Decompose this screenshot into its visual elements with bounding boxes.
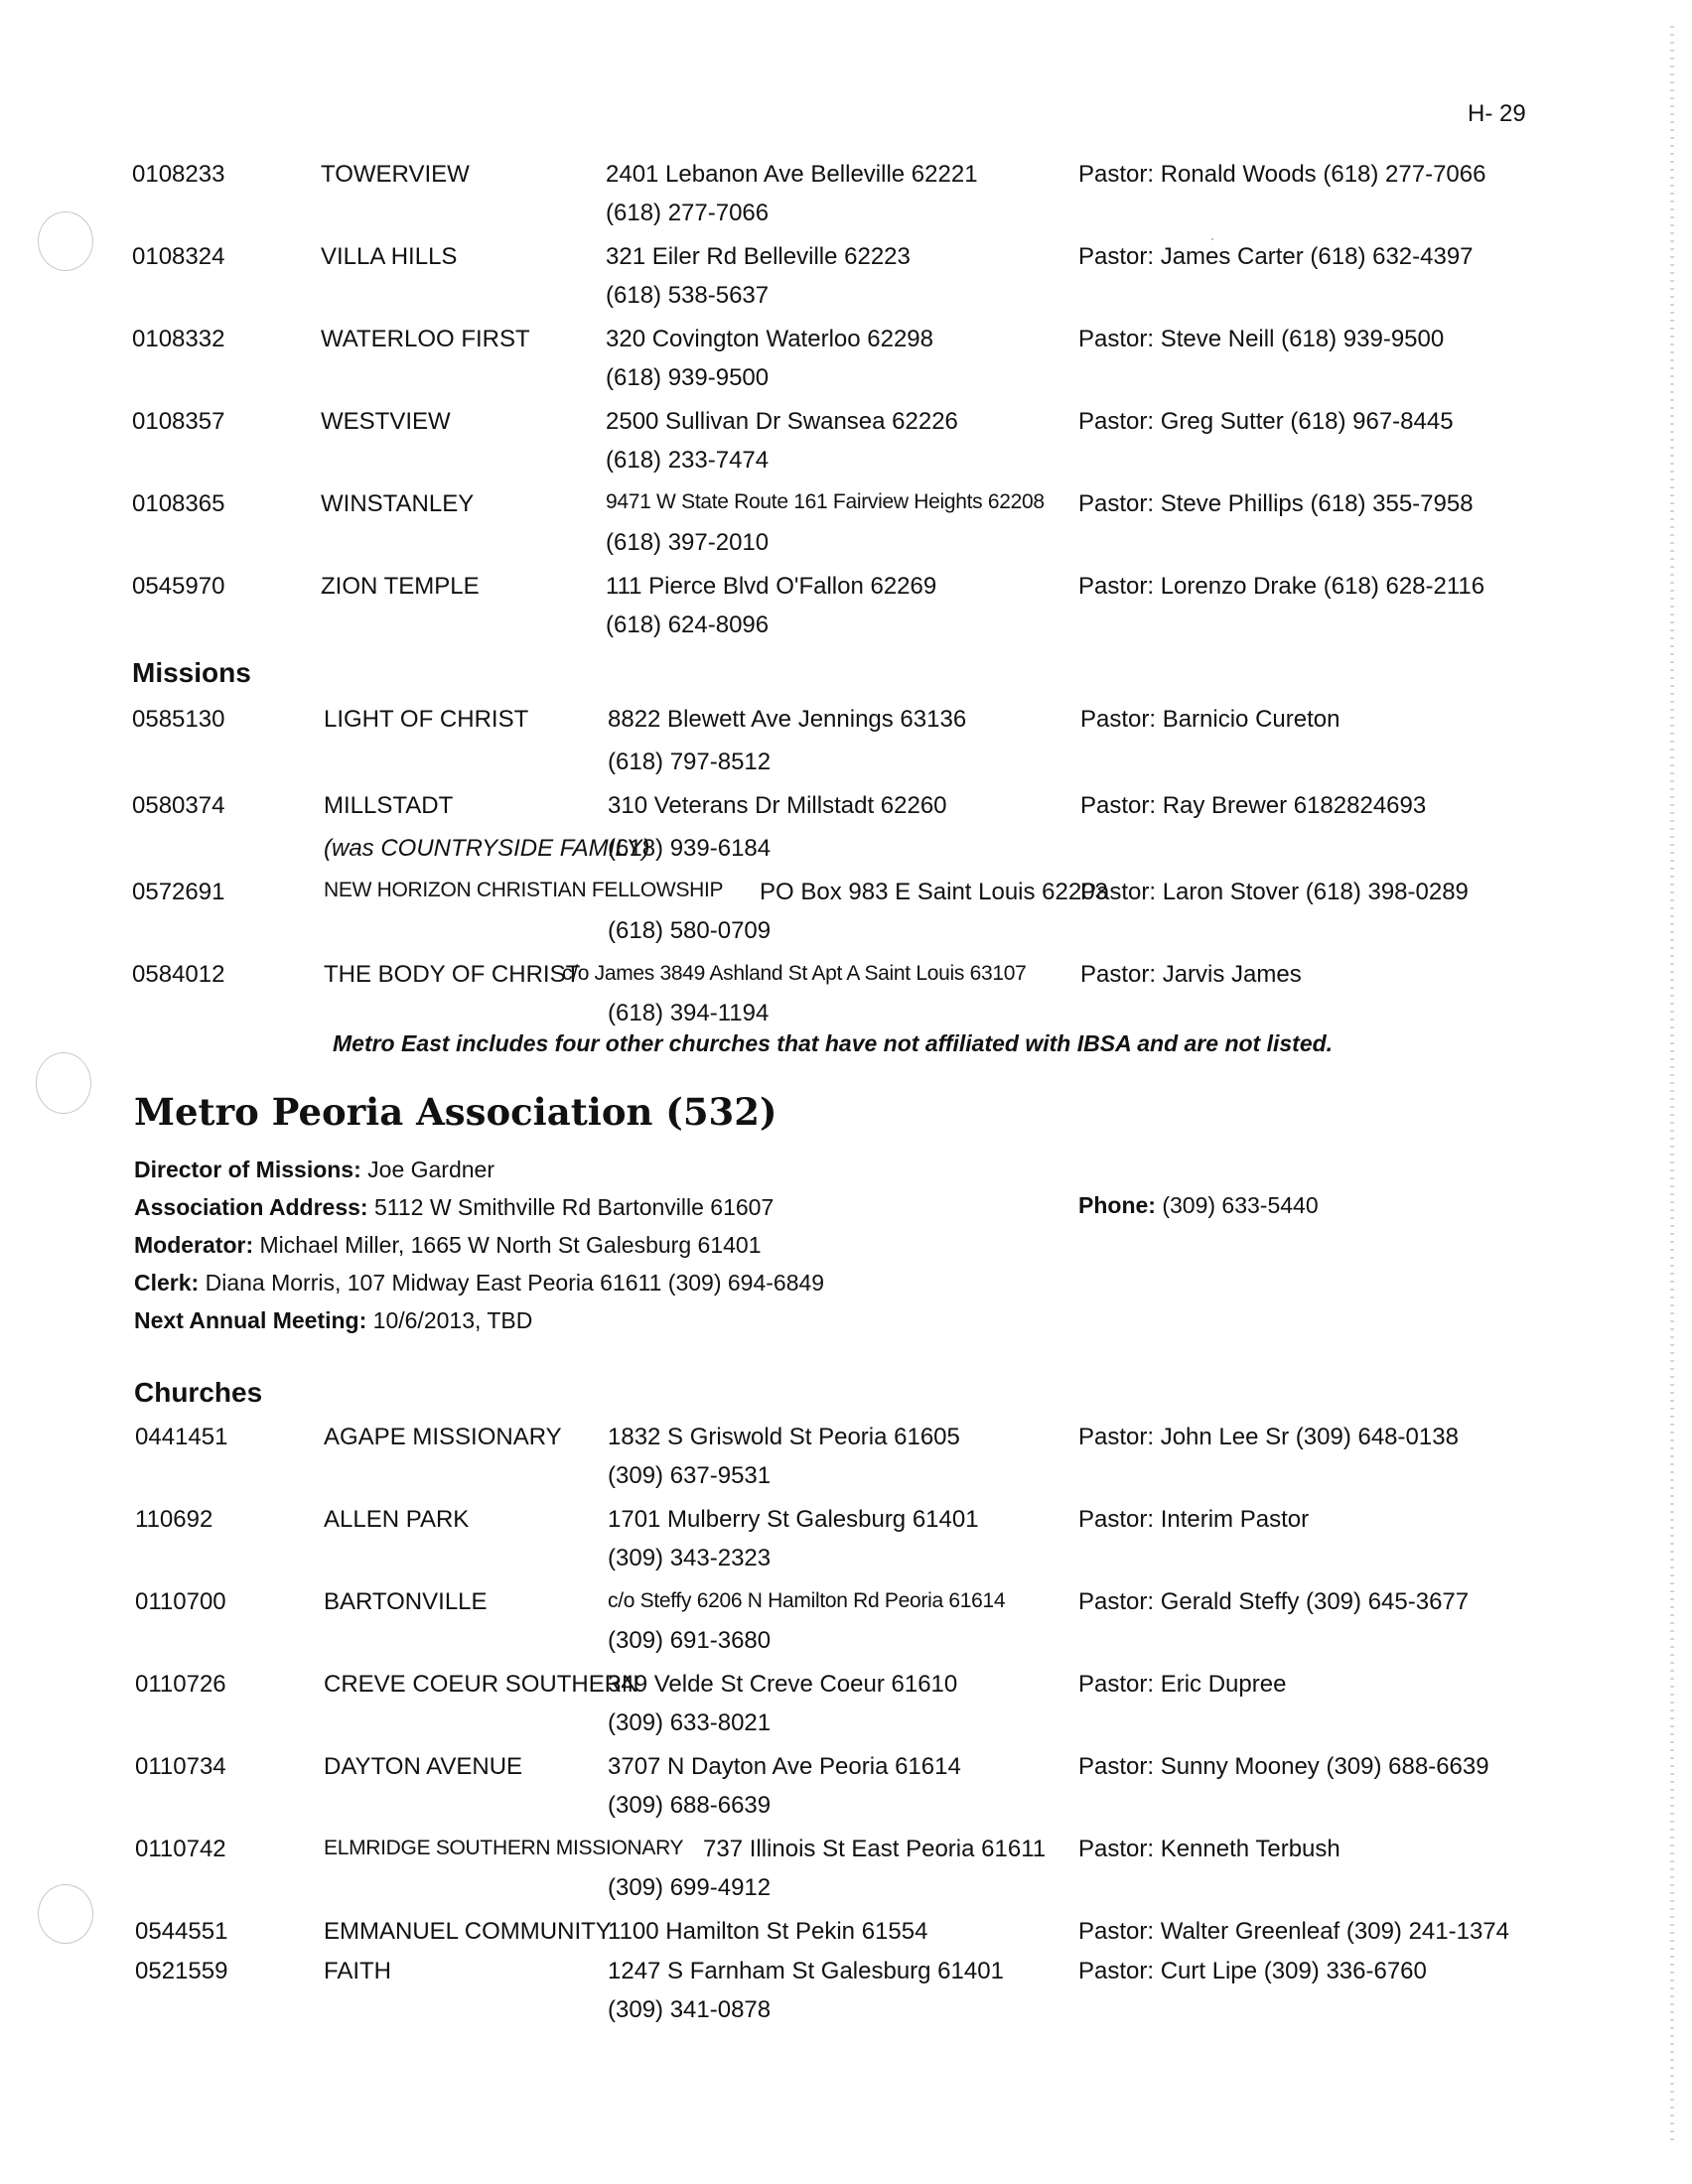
mission-address: c/o James 3849 Ashland St Apt A Saint Louis 63107 <box>562 962 1027 985</box>
church-pastor: Pastor: Eric Dupree <box>1078 1671 1287 1698</box>
church-address: 3707 N Dayton Ave Peoria 61614 <box>608 1753 961 1780</box>
church-pastor: Pastor: Interim Pastor <box>1078 1506 1310 1533</box>
church-name: VILLA HILLS <box>321 243 458 270</box>
phone-value: (309) 633-5440 <box>1162 1192 1319 1218</box>
church-pastor: Pastor: Walter Greenleaf (309) 241-1374 <box>1078 1918 1510 1945</box>
church-address: 2500 Sullivan Dr Swansea 62226 <box>606 408 958 435</box>
church-name: CREVE COEUR SOUTHERN <box>324 1671 639 1698</box>
church-pastor: Pastor: Curt Lipe (309) 336-6760 <box>1078 1958 1427 1984</box>
church-phone: (618) 233-7474 <box>606 447 770 474</box>
mission-former-name: (was COUNTRYSIDE FAMILY) <box>324 835 650 862</box>
mission-name: MILLSTADT <box>324 792 454 819</box>
church-id: 0108324 <box>132 243 225 270</box>
church-address: 349 Velde St Creve Coeur 61610 <box>608 1671 958 1698</box>
church-name: ZION TEMPLE <box>321 573 480 600</box>
church-address: 1100 Hamilton St Pekin 61554 <box>608 1918 928 1945</box>
mission-phone: (618) 939-6184 <box>608 835 772 862</box>
church-pastor: Pastor: Lorenzo Drake (618) 628-2116 <box>1078 573 1485 600</box>
meeting-value: 10/6/2013, TBD <box>372 1307 533 1333</box>
mission-row <box>0 879 1692 958</box>
church-pastor: Pastor: Greg Sutter (618) 967-8445 <box>1078 408 1454 435</box>
church-row <box>0 326 1692 405</box>
church-id: 0545970 <box>132 573 225 600</box>
church-pastor: Pastor: Gerald Steffy (309) 645-3677 <box>1078 1588 1470 1615</box>
mission-row <box>0 706 1692 785</box>
church-phone: (618) 624-8096 <box>606 612 770 638</box>
church-phone: (309) 633-8021 <box>608 1709 772 1736</box>
church-row <box>0 1671 1692 1750</box>
mission-row <box>0 792 1692 872</box>
mission-pastor: Pastor: Barnicio Cureton <box>1080 706 1340 733</box>
church-phone: (309) 699-4912 <box>608 1874 772 1901</box>
church-name: WESTVIEW <box>321 408 451 435</box>
meeting-line <box>134 1307 532 1334</box>
moderator-label: Moderator: <box>134 1232 254 1258</box>
church-phone: (309) 637-9531 <box>608 1462 772 1489</box>
director-line <box>134 1157 494 1183</box>
mission-address: 8822 Blewett Ave Jennings 63136 <box>608 706 967 733</box>
mission-row <box>0 961 1692 1040</box>
churches-heading: Churches <box>134 1377 263 1408</box>
mission-phone: (618) 394-1194 <box>608 1000 770 1026</box>
moderator-value: Michael Miller, 1665 W North St Galesburg 61401 <box>259 1232 762 1258</box>
church-row <box>0 243 1692 323</box>
mission-id: 0584012 <box>132 961 225 988</box>
church-phone: (618) 538-5637 <box>606 282 770 309</box>
church-pastor: Pastor: Kenneth Terbush <box>1078 1836 1340 1862</box>
church-address: 111 Pierce Blvd O'Fallon 62269 <box>606 573 937 600</box>
mission-pastor: Pastor: Jarvis James <box>1080 961 1302 988</box>
clerk-value: Diana Morris, 107 Midway East Peoria 61611 (309) 694-6849 <box>205 1270 825 1296</box>
church-id: 0108332 <box>132 326 225 352</box>
clerk-label: Clerk: <box>134 1270 200 1296</box>
church-row <box>0 573 1692 652</box>
church-phone: (309) 691-3680 <box>608 1627 772 1654</box>
address-line <box>134 1194 774 1221</box>
church-pastor: Pastor: Sunny Mooney (309) 688-6639 <box>1078 1753 1489 1780</box>
church-name: AGAPE MISSIONARY <box>324 1424 562 1450</box>
church-pastor: Pastor: John Lee Sr (309) 648-0138 <box>1078 1424 1459 1450</box>
church-row <box>0 1753 1692 1833</box>
church-name: WINSTANLEY <box>321 490 475 517</box>
church-row <box>0 1958 1692 2037</box>
mission-phone: (618) 580-0709 <box>608 917 772 944</box>
church-name: ALLEN PARK <box>324 1506 470 1533</box>
church-phone: (309) 343-2323 <box>608 1545 772 1571</box>
church-address: c/o Steffy 6206 N Hamilton Rd Peoria 61614 <box>608 1589 1006 1612</box>
church-phone: (618) 939-9500 <box>606 364 770 391</box>
church-id: 0521559 <box>135 1958 228 1984</box>
church-id: 0108365 <box>132 490 225 517</box>
phone-label: Phone: <box>1078 1192 1156 1218</box>
church-phone: (309) 688-6639 <box>608 1792 772 1819</box>
metro-east-footnote: Metro East includes four other churches that have not affiliated with IBSA and are not listed. <box>333 1030 1334 1056</box>
church-row <box>0 1836 1692 1915</box>
church-id: 0110742 <box>135 1836 226 1862</box>
church-name: FAITH <box>324 1958 392 1984</box>
church-address: 1701 Mulberry St Galesburg 61401 <box>608 1506 979 1533</box>
mission-name: THE BODY OF CHRIST <box>324 961 581 988</box>
church-address: 321 Eiler Rd Belleville 62223 <box>606 243 911 270</box>
director-value: Joe Gardner <box>367 1157 495 1182</box>
church-row <box>0 1918 1692 1958</box>
church-phone: (618) 397-2010 <box>606 529 770 556</box>
page-number: H- 29 <box>1468 100 1526 127</box>
church-row <box>0 408 1692 487</box>
church-address: 2401 Lebanon Ave Belleville 62221 <box>606 161 978 188</box>
church-phone: (618) 277-7066 <box>606 200 770 226</box>
mission-id: 0585130 <box>132 706 225 733</box>
church-name: EMMANUEL COMMUNITY <box>324 1918 612 1945</box>
church-name: DAYTON AVENUE <box>324 1753 523 1780</box>
church-pastor: Pastor: James Carter (618) 632-4397 <box>1078 243 1474 270</box>
church-id: 0110726 <box>135 1671 226 1698</box>
church-name: BARTONVILLE <box>324 1588 488 1615</box>
mission-name: LIGHT OF CHRIST <box>324 706 529 733</box>
church-address: 1832 S Griswold St Peoria 61605 <box>608 1424 960 1450</box>
meeting-label: Next Annual Meeting: <box>134 1307 367 1333</box>
church-name: WATERLOO FIRST <box>321 326 530 352</box>
association-title: Metro Peoria Association (532) <box>134 1090 777 1134</box>
church-name: TOWERVIEW <box>321 161 470 188</box>
clerk-line <box>134 1270 824 1297</box>
director-label: Director of Missions: <box>134 1157 361 1182</box>
church-name: ELMRIDGE SOUTHERN MISSIONARY <box>324 1837 684 1859</box>
church-row <box>0 1424 1692 1503</box>
address-label: Association Address: <box>134 1194 368 1220</box>
address-value: 5112 W Smithville Rd Bartonville 61607 <box>373 1194 775 1220</box>
church-address: 9471 W State Route 161 Fairview Heights 62208 <box>606 490 1045 513</box>
mission-id: 0572691 <box>132 879 225 905</box>
church-id: 0544551 <box>135 1918 228 1945</box>
missions-heading: Missions <box>132 657 251 688</box>
church-row <box>0 1588 1692 1668</box>
church-pastor: Pastor: Steve Neill (618) 939-9500 <box>1078 326 1445 352</box>
church-id: 110692 <box>135 1506 213 1533</box>
mission-phone: (618) 797-8512 <box>608 749 772 775</box>
church-id: 0110734 <box>135 1753 226 1780</box>
church-id: 0108233 <box>132 161 225 188</box>
church-id: 0110700 <box>135 1588 226 1615</box>
church-phone: (309) 341-0878 <box>608 1996 772 2023</box>
church-id: 0441451 <box>135 1424 228 1450</box>
church-row <box>0 1506 1692 1585</box>
mission-address: 310 Veterans Dr Millstadt 62260 <box>608 792 947 819</box>
mission-address: PO Box 983 E Saint Louis 62203 <box>760 879 1108 905</box>
phone-line <box>1078 1192 1319 1219</box>
mission-pastor: Pastor: Laron Stover (618) 398-0289 <box>1080 879 1469 905</box>
church-address: 737 Illinois St East Peoria 61611 <box>703 1836 1047 1862</box>
church-id: 0108357 <box>132 408 225 435</box>
mission-pastor: Pastor: Ray Brewer 6182824693 <box>1080 792 1427 819</box>
mission-id: 0580374 <box>132 792 225 819</box>
church-address: 1247 S Farnham St Galesburg 61401 <box>608 1958 1004 1984</box>
church-pastor: Pastor: Ronald Woods (618) 277-7066 <box>1078 161 1486 188</box>
church-row <box>0 161 1692 240</box>
church-address: 320 Covington Waterloo 62298 <box>606 326 933 352</box>
mission-name: NEW HORIZON CHRISTIAN FELLOWSHIP <box>324 879 724 901</box>
church-pastor: Pastor: Steve Phillips (618) 355-7958 <box>1078 490 1474 517</box>
moderator-line <box>134 1232 761 1259</box>
punch-hole-middle <box>36 1052 91 1114</box>
church-row <box>0 490 1692 570</box>
